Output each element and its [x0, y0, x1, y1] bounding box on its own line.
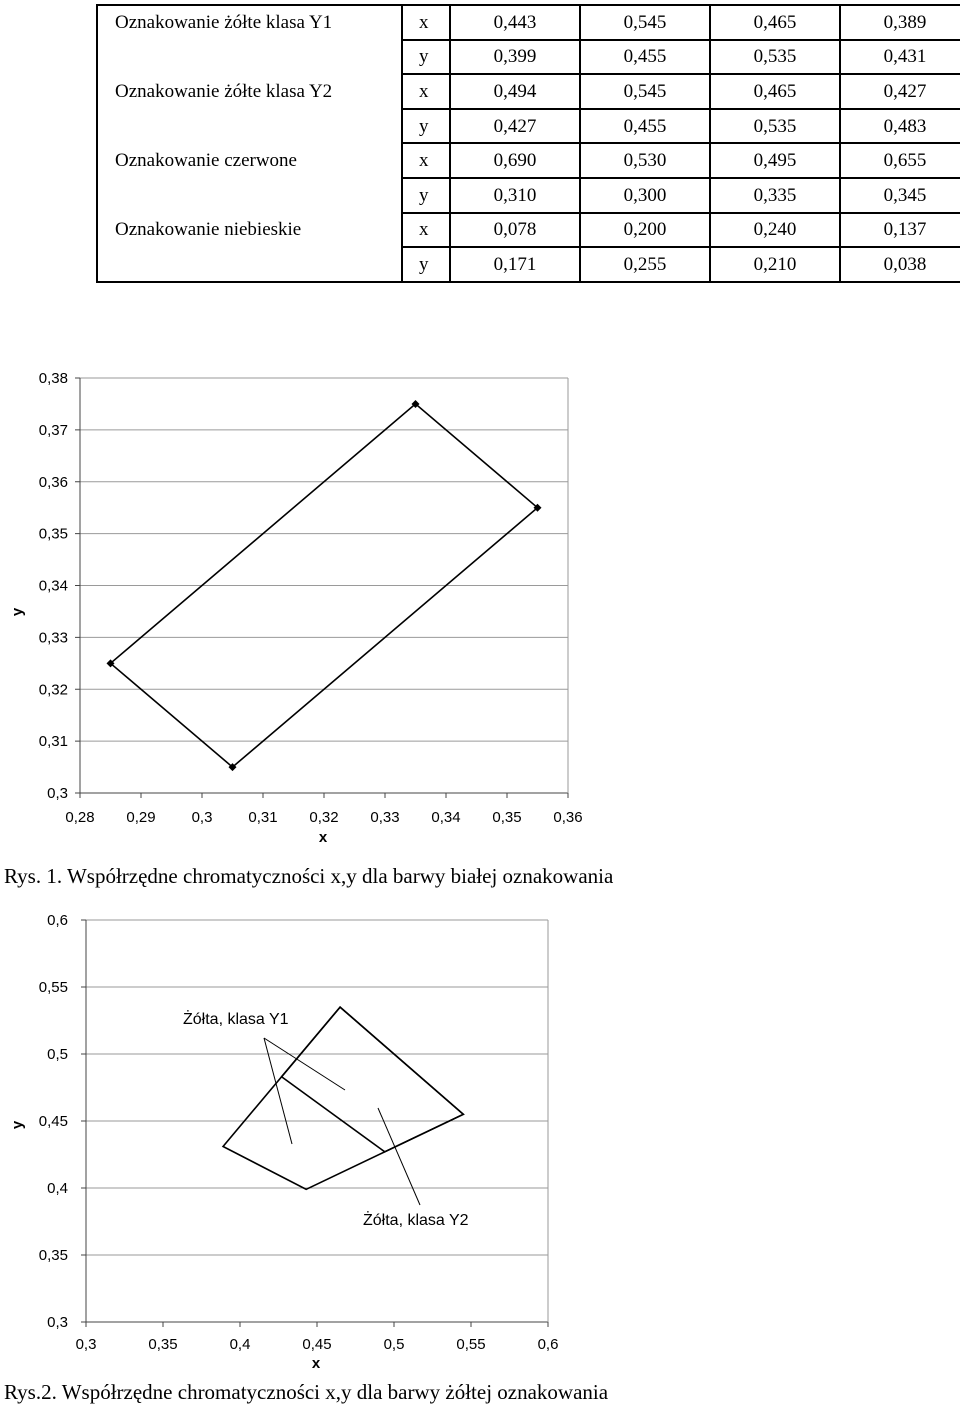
- coordinate-value: 0,545: [580, 5, 710, 40]
- coordinate-axis: y: [402, 178, 450, 213]
- coordinate-value: 0,545: [580, 74, 710, 109]
- x-tick-label: 0,36: [553, 809, 583, 826]
- figure-2-caption: Rys.2. Współrzędne chromatyczności x,y dla barwy żółtej oznakowania: [4, 1380, 609, 1404]
- coordinate-value: 0,137: [840, 213, 960, 248]
- x-tick-label: 0,34: [431, 809, 461, 826]
- x-tick-label: 0,29: [126, 809, 156, 826]
- coordinate-value: 0,240: [710, 213, 840, 248]
- coordinate-value: 0,300: [580, 178, 710, 213]
- leader-y2: [378, 1108, 420, 1205]
- series-outline-1: [223, 1007, 463, 1189]
- x-tick-label: 0,3: [75, 1336, 97, 1353]
- coordinate-value: 0,655: [840, 143, 960, 178]
- chart2-y-tick-labels: [39, 912, 68, 1331]
- coordinate-value: 0,494: [450, 74, 580, 109]
- y-tick-label: 0,33: [38, 629, 68, 647]
- y-tick-label: 0,36: [38, 473, 68, 491]
- coordinate-value: 0,427: [450, 109, 580, 144]
- y-tick-label: 0,31: [38, 733, 68, 751]
- coordinate-value: 0,495: [710, 143, 840, 178]
- annotation-yellow-y1: Żółta, klasa Y1: [183, 1011, 289, 1028]
- coordinate-value: 0,078: [450, 213, 580, 248]
- row-label: Oznakowanie czerwone: [97, 143, 402, 178]
- coordinate-value: 0,535: [710, 109, 840, 144]
- coordinate-value: 0,690: [450, 143, 580, 178]
- chart2-x-tick-labels: [76, 1336, 559, 1353]
- coordinate-value: 0,345: [840, 178, 960, 213]
- coordinate-value: 0,530: [580, 143, 710, 178]
- coordinate-value: 0,399: [450, 40, 580, 75]
- y-tick-label: 0,38: [38, 370, 68, 387]
- y-tick-label: 0,4: [47, 1180, 68, 1197]
- coordinate-axis: y: [402, 247, 450, 282]
- chart2-series: [223, 1007, 463, 1189]
- annotation-yellow-y2: Żółta, klasa Y2: [363, 1212, 469, 1229]
- coordinate-value: 0,427: [840, 74, 960, 109]
- x-tick-label: 0,45: [302, 1336, 332, 1353]
- x-tick-label: 0,55: [456, 1336, 486, 1353]
- y-tick-label: 0,3: [47, 785, 68, 802]
- chart2-y-axis-label: y: [9, 1120, 26, 1130]
- x-tick-label: 0,32: [309, 809, 339, 826]
- y-tick-label: 0,35: [38, 1247, 68, 1264]
- chart1-y-axis-label: y: [9, 607, 26, 617]
- coordinate-value: 0,210: [710, 247, 840, 282]
- coordinate-value: 0,335: [710, 178, 840, 213]
- y-tick-label: 0,3: [47, 1314, 68, 1331]
- coordinate-value: 0,535: [710, 40, 840, 75]
- coordinate-value: 0,483: [840, 109, 960, 144]
- coordinate-axis: x: [402, 143, 450, 178]
- y-tick-label: 0,5: [47, 1046, 68, 1063]
- chart1-x-axis-label: x: [318, 829, 328, 846]
- x-tick-label: 0,3: [191, 809, 213, 826]
- coordinate-value: 0,200: [580, 213, 710, 248]
- coordinate-value: 0,389: [840, 5, 960, 40]
- coordinate-value: 0,310: [450, 178, 580, 213]
- coordinate-value: 0,455: [580, 40, 710, 75]
- coordinate-value: 0,038: [840, 247, 960, 282]
- row-label: Oznakowanie żółte klasa Y2: [97, 74, 402, 109]
- x-tick-label: 0,28: [65, 809, 95, 826]
- coordinate-axis: x: [402, 213, 450, 248]
- coordinate-value: 0,171: [450, 247, 580, 282]
- y-tick-label: 0,55: [38, 979, 68, 996]
- chart2-axes: [81, 920, 548, 1327]
- y-tick-label: 0,6: [47, 912, 68, 929]
- y-tick-label: 0,34: [38, 577, 68, 595]
- coordinate-axis: y: [402, 109, 450, 144]
- coordinate-value: 0,443: [450, 5, 580, 40]
- chart2-gridlines: [86, 920, 548, 1322]
- x-tick-label: 0,35: [148, 1336, 178, 1353]
- y-tick-label: 0,45: [38, 1113, 68, 1130]
- y-tick-label: 0,35: [38, 525, 68, 543]
- y-tick-label: 0,37: [38, 421, 68, 439]
- y-tick-label: 0,32: [38, 681, 68, 699]
- coordinate-value: 0,455: [580, 109, 710, 144]
- row-label: Oznakowanie niebieskie: [97, 213, 402, 248]
- coordinate-value: 0,465: [710, 74, 840, 109]
- row-label: Oznakowanie żółte klasa Y1: [97, 5, 402, 40]
- x-tick-label: 0,33: [370, 809, 400, 826]
- x-tick-label: 0,31: [248, 809, 278, 826]
- coordinate-value: 0,255: [580, 247, 710, 282]
- coordinate-axis: y: [402, 40, 450, 75]
- x-tick-label: 0,4: [229, 1336, 251, 1353]
- chart2-x-axis-label: x: [311, 1355, 321, 1372]
- coordinate-value: 0,431: [840, 40, 960, 75]
- x-tick-label: 0,35: [492, 809, 522, 826]
- coordinate-value: 0,465: [710, 5, 840, 40]
- series-outline-2: [282, 1007, 464, 1152]
- x-tick-label: 0,5: [383, 1336, 405, 1353]
- x-tick-label: 0,6: [537, 1336, 559, 1353]
- coordinate-axis: x: [402, 74, 450, 109]
- figure-1-caption: Rys. 1. Współrzędne chromatyczności x,y dla barwy białej oznakowania: [4, 864, 614, 888]
- coordinate-axis: x: [402, 5, 450, 40]
